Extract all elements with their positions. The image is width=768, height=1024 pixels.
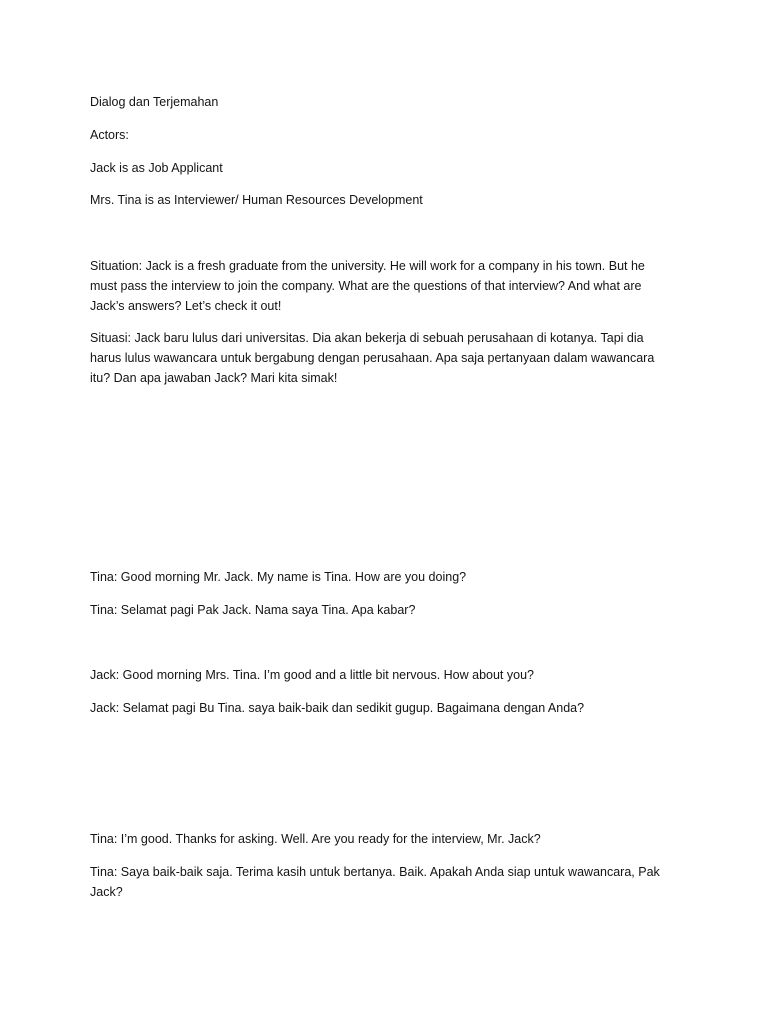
document-title: Dialog dan Terjemahan <box>90 95 219 109</box>
actor-tina: Mrs. Tina is as Interviewer/ Human Resources Development <box>90 193 423 207</box>
situation-indonesian: Situasi: Jack baru lulus dari universitas. Dia akan bekerja di sebuah perusahaan di kotanya. Tapi dia harus lulus wawancara untuk bergabung dengan perusahaan. Apa saja pertanyaan dalam wawancara itu? Dan apa jawaban Jack? Mari kita simak! <box>90 331 655 385</box>
situation-english: Situation: Jack is a fresh graduate from the university. He will work for a company in his town. But he must pass the interview to join the company. What are the questions of that interview? And what are Jack’s answers? Let’s check it out! <box>90 259 645 313</box>
dialog-line-english: Tina: I’m good. Thanks for asking. Well. Are you ready for the interview, Mr. Jack? <box>90 832 541 846</box>
dialog-line-english: Tina: Good morning Mr. Jack. My name is Tina. How are you doing? <box>90 570 467 584</box>
dialog-line-indonesian: Jack: Selamat pagi Bu Tina. saya baik-baik dan sedikit gugup. Bagaimana dengan Anda? <box>90 701 585 715</box>
actor-jack: Jack is as Job Applicant <box>90 161 223 175</box>
dialog-line-indonesian: Tina: Selamat pagi Pak Jack. Nama saya Tina. Apa kabar? <box>90 603 416 617</box>
dialog-line-indonesian: Tina: Saya baik-baik saja. Terima kasih untuk bertanya. Baik. Apakah Anda siap untuk wawancara, Pak Jack? <box>90 865 660 899</box>
actors-heading: Actors: <box>90 128 129 142</box>
dialog-line-english: Jack: Good morning Mrs. Tina. I’m good and a little bit nervous. How about you? <box>90 668 534 682</box>
